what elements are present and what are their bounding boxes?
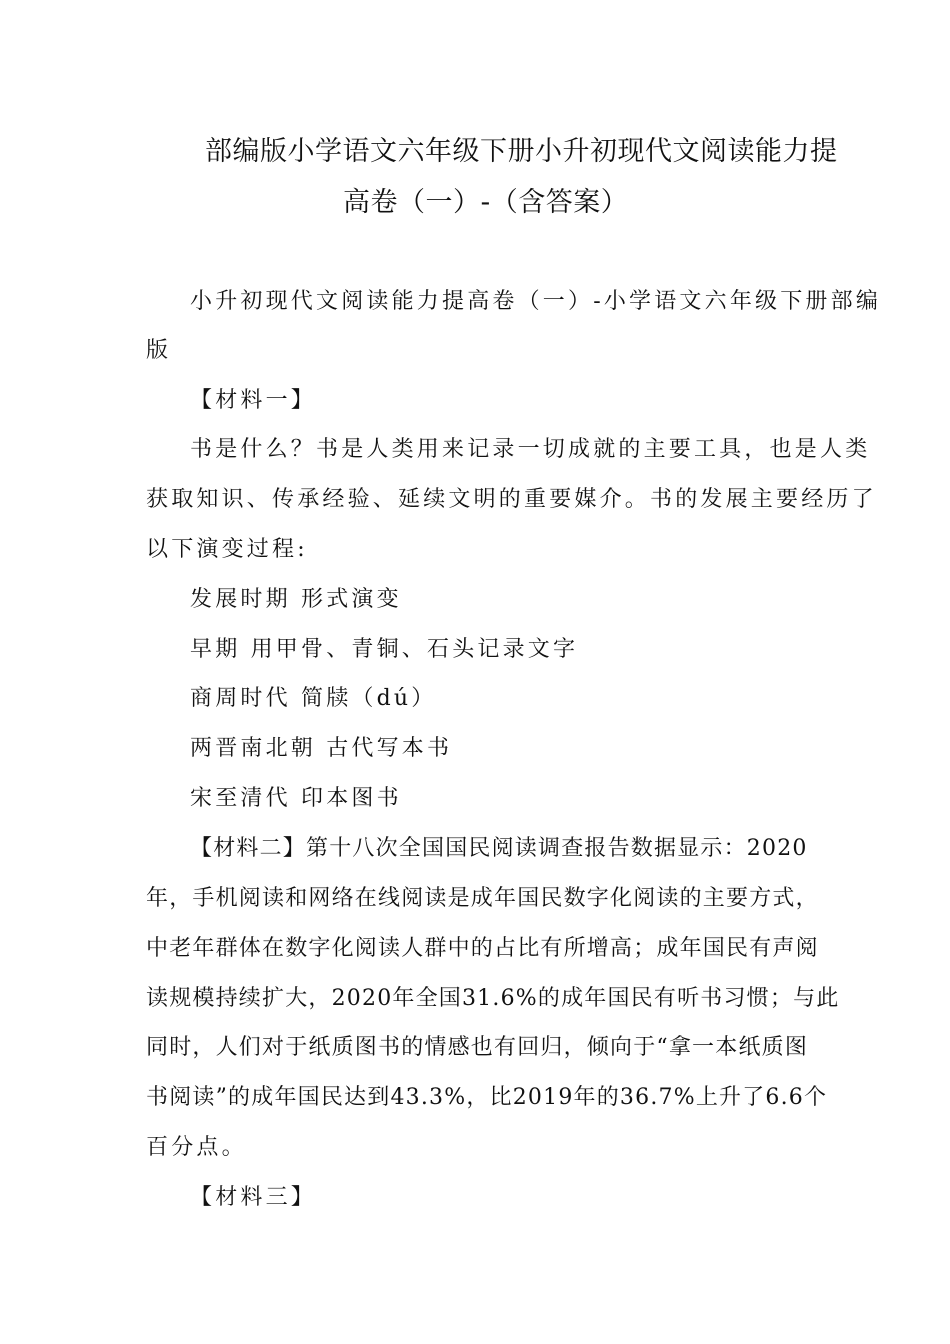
evolution-table-row: 商周时代 简牍（dú） (190, 686, 437, 711)
material-1-paragraph-line: 书是什么？书是人类用来记录一切成就的主要工具，也是人类 (190, 437, 871, 462)
material-2-paragraph-line: 书阅读”的成年国民达到43.3%，比2019年的36.7%上升了6.6个 (146, 1085, 828, 1110)
document-title-line-1: 部编版小学语文六年级下册小升初现代文阅读能力提 (205, 136, 838, 167)
evolution-table-row: 两晋南北朝 古代写本书 (190, 736, 453, 761)
subtitle-line-2: 版 (146, 338, 172, 363)
evolution-table-row: 早期 用甲骨、青铜、石头记录文字 (190, 637, 579, 662)
material-1-heading: 【材料一】 (190, 388, 317, 413)
material-1-paragraph-line: 以下演变过程: (146, 537, 308, 562)
subtitle-line-1: 小升初现代文阅读能力提高卷（一）-小学语文六年级下册部编 (190, 289, 882, 314)
material-2-paragraph-line: 读规模持续扩大，2020年全国31.6%的成年国民有听书习惯；与此 (146, 986, 840, 1011)
material-2-paragraph-line: 同时，人们对于纸质图书的情感也有回归，倾向于“拿一本纸质图 (146, 1035, 809, 1060)
evolution-table-header: 发展时期 形式演变 (190, 587, 402, 612)
material-2-paragraph-line: 中老年群体在数字化阅读人群中的占比有所增高；成年国民有声阅 (146, 936, 819, 961)
material-2-paragraph-line: 百分点。 (146, 1135, 247, 1160)
document-title-line-2: 高卷（一）-（含答案） (343, 187, 629, 218)
material-3-heading: 【材料三】 (190, 1185, 317, 1210)
material-2-paragraph-line: 【材料二】第十八次全国国民阅读调查报告数据显示：2020 (190, 836, 808, 861)
material-1-paragraph-line: 获取知识、传承经验、延续文明的重要媒介。书的发展主要经历了 (146, 487, 877, 512)
evolution-table-row: 宋至清代 印本图书 (190, 786, 402, 811)
material-2-paragraph-line: 年，手机阅读和网络在线阅读是成年国民数字化阅读的主要方式， (146, 886, 819, 911)
